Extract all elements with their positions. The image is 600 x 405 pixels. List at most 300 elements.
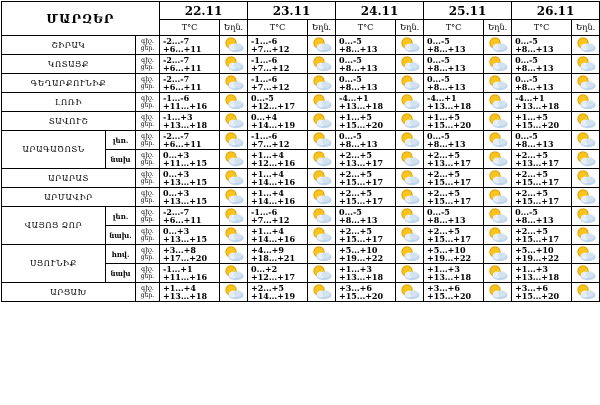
- partly-cloudy-icon: [484, 245, 511, 263]
- day-temp: +13...+15: [163, 196, 208, 206]
- table-title: ՄԱՐԶԵՐ: [2, 2, 160, 36]
- night-label: գիշ.: [141, 114, 154, 121]
- day-label: ցեր.: [140, 235, 155, 242]
- night-temp: +1...+4: [251, 188, 284, 198]
- partly-cloudy-icon: [220, 283, 247, 301]
- night-temp: -4...+1: [339, 93, 369, 103]
- temperature-cell: [336, 169, 396, 188]
- cond-col-label: Եղն.: [396, 20, 424, 36]
- table-row: [2, 283, 600, 302]
- day-temp: +6...+11: [163, 82, 202, 92]
- weather-cell: [220, 264, 248, 283]
- date-header: 22.11: [160, 2, 248, 20]
- temp-col-label: T°C: [336, 20, 396, 36]
- night-temp: +2...+5: [515, 150, 548, 160]
- table-row: [2, 245, 600, 264]
- weather-cell: [572, 283, 600, 302]
- night-temp: +1...+4: [163, 283, 196, 293]
- temperature-cell: [512, 55, 572, 74]
- weather-cell: [396, 264, 424, 283]
- night-temp: 0...-5: [251, 93, 274, 103]
- time-of-day: [136, 283, 160, 302]
- table-row: [2, 36, 600, 55]
- subregion-label: լեռ.: [106, 207, 136, 226]
- temp-col-label: T°C: [248, 20, 308, 36]
- temperature-cell: [512, 188, 572, 207]
- region-name: ԱՐՄԱՎԻՐ: [2, 188, 136, 207]
- partly-cloudy-icon: [308, 150, 335, 168]
- partly-cloudy-icon: [220, 55, 247, 73]
- day-temp: +19...+22: [427, 253, 472, 263]
- partly-cloudy-icon: [220, 245, 247, 263]
- time-of-day: [136, 150, 160, 169]
- night-temp: +2...+5: [427, 150, 460, 160]
- weather-cell: [396, 74, 424, 93]
- temperature-cell: [424, 112, 484, 131]
- temperature-cell: [248, 169, 308, 188]
- temperature-cell: [160, 150, 220, 169]
- day-temp: +15...+20: [427, 291, 472, 301]
- partly-cloudy-icon: [396, 264, 423, 282]
- temperature-cell: [424, 74, 484, 93]
- day-temp: +15...+20: [427, 120, 472, 130]
- day-temp: +13...+15: [163, 234, 208, 244]
- weather-cell: [484, 74, 512, 93]
- day-temp: +8...+13: [339, 63, 378, 73]
- day-temp: +13...+18: [339, 272, 384, 282]
- day-temp: +6...+11: [163, 44, 202, 54]
- temperature-cell: [160, 188, 220, 207]
- night-temp: -1...+1: [163, 264, 193, 274]
- partly-cloudy-icon: [572, 207, 599, 225]
- partly-cloudy-icon: [220, 188, 247, 206]
- night-temp: +3...+8: [163, 245, 196, 255]
- weather-cell: [396, 226, 424, 245]
- table-row: [2, 169, 600, 188]
- partly-cloudy-icon: [396, 150, 423, 168]
- day-label: ցեր.: [140, 45, 155, 52]
- weather-cell: [220, 283, 248, 302]
- temperature-cell: [336, 283, 396, 302]
- partly-cloudy-icon: [572, 74, 599, 92]
- temperature-cell: [248, 74, 308, 93]
- partly-cloudy-icon: [396, 36, 423, 54]
- day-temp: +15...+17: [339, 234, 384, 244]
- region-name: ՍՅՈՒՆԻՔ: [2, 245, 106, 283]
- weather-cell: [308, 169, 336, 188]
- weather-cell: [220, 226, 248, 245]
- night-temp: -1...-6: [251, 55, 278, 65]
- temperature-cell: [336, 36, 396, 55]
- night-temp: +1...+4: [251, 169, 284, 179]
- temperature-cell: [424, 207, 484, 226]
- table-row: [2, 207, 600, 226]
- weather-cell: [484, 245, 512, 264]
- weather-cell: [308, 36, 336, 55]
- region-name: ԳԵՂԱՐՔՈՒՆԻՔ: [2, 74, 136, 93]
- night-temp: -1...-6: [163, 93, 190, 103]
- day-temp: +15...+17: [515, 196, 560, 206]
- cond-col-label: Եղն.: [308, 20, 336, 36]
- night-temp: -4...+1: [515, 93, 545, 103]
- temperature-cell: [248, 150, 308, 169]
- night-label: գիշ.: [141, 57, 154, 64]
- partly-cloudy-icon: [220, 226, 247, 244]
- partly-cloudy-icon: [484, 93, 511, 111]
- day-temp: +6...+11: [163, 63, 202, 73]
- night-temp: +2...+5: [339, 169, 372, 179]
- temperature-cell: [512, 74, 572, 93]
- day-temp: +15...+20: [515, 120, 560, 130]
- region-name: ՇԻՐԱԿ: [2, 36, 136, 55]
- night-temp: +2...+5: [515, 169, 548, 179]
- region-name: ԱՐՑԱԽ: [2, 283, 136, 302]
- day-temp: +8...+13: [515, 44, 554, 54]
- night-temp: +3...+6: [427, 283, 460, 293]
- night-label: գիշ.: [141, 152, 154, 159]
- weather-cell: [220, 36, 248, 55]
- night-temp: -4...+1: [427, 93, 457, 103]
- night-temp: +5...+10: [515, 245, 554, 255]
- weather-cell: [308, 74, 336, 93]
- weather-cell: [572, 226, 600, 245]
- night-temp: +2...+5: [427, 226, 460, 236]
- temperature-cell: [512, 36, 572, 55]
- weather-cell: [572, 264, 600, 283]
- temperature-cell: [424, 226, 484, 245]
- table-row: [2, 55, 600, 74]
- subregion-label: հով.: [106, 245, 136, 264]
- region-name: ՎԱՅՈՑ ՁՈՐ: [2, 207, 106, 245]
- night-temp: +2...+5: [515, 226, 548, 236]
- partly-cloudy-icon: [484, 264, 511, 282]
- partly-cloudy-icon: [484, 131, 511, 149]
- night-temp: -1...-6: [251, 207, 278, 217]
- partly-cloudy-icon: [396, 74, 423, 92]
- day-temp: +15...+20: [339, 120, 384, 130]
- date-header: 24.11: [336, 2, 424, 20]
- weather-cell: [396, 150, 424, 169]
- weather-cell: [396, 131, 424, 150]
- temperature-cell: [248, 207, 308, 226]
- night-temp: +1...+5: [427, 112, 460, 122]
- day-temp: +14...+16: [251, 177, 296, 187]
- day-temp: +13...+18: [163, 291, 208, 301]
- day-temp: +12...+17: [251, 272, 296, 282]
- partly-cloudy-icon: [220, 112, 247, 130]
- date-header: 23.11: [248, 2, 336, 20]
- partly-cloudy-icon: [572, 245, 599, 263]
- night-temp: +2...+5: [427, 188, 460, 198]
- partly-cloudy-icon: [484, 74, 511, 92]
- partly-cloudy-icon: [484, 226, 511, 244]
- temperature-cell: [336, 245, 396, 264]
- partly-cloudy-icon: [308, 112, 335, 130]
- weather-cell: [396, 55, 424, 74]
- region-name: ԼՈՌԻ: [2, 93, 136, 112]
- partly-cloudy-icon: [220, 74, 247, 92]
- night-label: գիշ.: [141, 133, 154, 140]
- weather-cell: [484, 264, 512, 283]
- temperature-cell: [248, 112, 308, 131]
- region-name: ՏԱՎՈՒՇ: [2, 112, 136, 131]
- time-of-day: [136, 264, 160, 283]
- day-temp: +15...+20: [339, 291, 384, 301]
- weather-cell: [308, 226, 336, 245]
- temperature-cell: [512, 112, 572, 131]
- day-label: ցեր.: [140, 83, 155, 90]
- temperature-cell: [512, 226, 572, 245]
- day-temp: +19...+22: [515, 253, 560, 263]
- weather-cell: [484, 112, 512, 131]
- day-label: ցեր.: [140, 121, 155, 128]
- region-name: ԱՐԱԳԱԾՈՏՆ: [2, 131, 106, 169]
- day-temp: +6...+11: [163, 139, 202, 149]
- day-temp: +13...+18: [339, 101, 384, 111]
- temperature-cell: [512, 169, 572, 188]
- time-of-day: [136, 188, 160, 207]
- day-temp: +14...+16: [251, 234, 296, 244]
- partly-cloudy-icon: [396, 245, 423, 263]
- time-of-day: [136, 169, 160, 188]
- weather-cell: [572, 74, 600, 93]
- weather-cell: [572, 131, 600, 150]
- weather-cell: [220, 188, 248, 207]
- night-temp: +1...+5: [515, 112, 548, 122]
- night-label: գիշ.: [141, 38, 154, 45]
- weather-cell: [572, 112, 600, 131]
- partly-cloudy-icon: [220, 169, 247, 187]
- night-temp: 0...+4: [251, 112, 278, 122]
- temperature-cell: [248, 36, 308, 55]
- time-of-day: [136, 36, 160, 55]
- table-row: [2, 112, 600, 131]
- day-temp: +7...+12: [251, 139, 290, 149]
- weather-cell: [220, 169, 248, 188]
- day-temp: +8...+13: [339, 44, 378, 54]
- subregion-label: լեռ.: [106, 131, 136, 150]
- weather-cell: [396, 207, 424, 226]
- time-of-day: [136, 55, 160, 74]
- partly-cloudy-icon: [220, 264, 247, 282]
- temperature-cell: [336, 207, 396, 226]
- night-temp: +2...+5: [515, 188, 548, 198]
- day-temp: +13...+17: [515, 158, 560, 168]
- day-temp: +15...+17: [427, 177, 472, 187]
- weather-cell: [484, 207, 512, 226]
- weather-cell: [484, 55, 512, 74]
- weather-cell: [308, 112, 336, 131]
- night-temp: +2...+5: [427, 169, 460, 179]
- temperature-cell: [336, 131, 396, 150]
- partly-cloudy-icon: [396, 112, 423, 130]
- night-temp: +1...+5: [339, 112, 372, 122]
- weather-cell: [484, 131, 512, 150]
- day-temp: +7...+12: [251, 82, 290, 92]
- day-temp: +8...+13: [427, 139, 466, 149]
- partly-cloudy-icon: [220, 93, 247, 111]
- weather-cell: [572, 36, 600, 55]
- day-temp: +8...+13: [339, 215, 378, 225]
- night-temp: +1...+3: [515, 264, 548, 274]
- weather-cell: [572, 93, 600, 112]
- time-of-day: [136, 226, 160, 245]
- night-label: գիշ.: [141, 209, 154, 216]
- time-of-day: [136, 93, 160, 112]
- day-label: ցեր.: [140, 273, 155, 280]
- temperature-cell: [424, 55, 484, 74]
- subregion-label: նախ.: [106, 226, 136, 245]
- table-row: [2, 131, 600, 150]
- partly-cloudy-icon: [308, 36, 335, 54]
- weather-cell: [220, 93, 248, 112]
- day-temp: +12...+17: [251, 101, 296, 111]
- night-temp: -2...-7: [163, 207, 190, 217]
- date-header: 26.11: [512, 2, 600, 20]
- night-temp: 0...-5: [515, 74, 538, 84]
- temperature-cell: [512, 264, 572, 283]
- temperature-cell: [424, 245, 484, 264]
- partly-cloudy-icon: [572, 264, 599, 282]
- temperature-cell: [336, 188, 396, 207]
- night-temp: +3...+6: [515, 283, 548, 293]
- weather-cell: [484, 283, 512, 302]
- day-temp: +13...+18: [163, 120, 208, 130]
- night-temp: -1...-6: [251, 131, 278, 141]
- day-temp: +7...+12: [251, 63, 290, 73]
- temperature-cell: [424, 131, 484, 150]
- day-temp: +13...+18: [427, 101, 472, 111]
- temperature-cell: [512, 283, 572, 302]
- night-temp: 0...+3: [163, 150, 190, 160]
- weather-cell: [396, 169, 424, 188]
- date-header: 25.11: [424, 2, 512, 20]
- partly-cloudy-icon: [308, 245, 335, 263]
- temperature-cell: [512, 245, 572, 264]
- day-label: ցեր.: [140, 254, 155, 261]
- table-row: [2, 74, 600, 93]
- cond-col-label: Եղն.: [220, 20, 248, 36]
- partly-cloudy-icon: [484, 150, 511, 168]
- day-temp: +15...+20: [515, 291, 560, 301]
- night-temp: 0...-5: [515, 131, 538, 141]
- temperature-cell: [248, 131, 308, 150]
- weather-cell: [220, 150, 248, 169]
- temperature-cell: [248, 283, 308, 302]
- day-label: ցեր.: [140, 159, 155, 166]
- night-temp: 0...+3: [163, 188, 190, 198]
- weather-cell: [396, 36, 424, 55]
- weather-cell: [220, 74, 248, 93]
- partly-cloudy-icon: [308, 93, 335, 111]
- weather-cell: [220, 131, 248, 150]
- temperature-cell: [160, 55, 220, 74]
- night-temp: +1...+4: [251, 150, 284, 160]
- partly-cloudy-icon: [484, 169, 511, 187]
- partly-cloudy-icon: [484, 207, 511, 225]
- weather-cell: [220, 207, 248, 226]
- partly-cloudy-icon: [396, 188, 423, 206]
- night-temp: -1...-6: [251, 36, 278, 46]
- temperature-cell: [512, 207, 572, 226]
- partly-cloudy-icon: [572, 169, 599, 187]
- temperature-cell: [248, 264, 308, 283]
- weather-cell: [396, 93, 424, 112]
- night-temp: +2...+5: [339, 188, 372, 198]
- partly-cloudy-icon: [396, 207, 423, 225]
- temperature-cell: [424, 264, 484, 283]
- weather-cell: [308, 283, 336, 302]
- night-temp: -1...+3: [163, 112, 193, 122]
- night-temp: +3...+6: [339, 283, 372, 293]
- partly-cloudy-icon: [572, 55, 599, 73]
- cond-col-label: Եղն.: [572, 20, 600, 36]
- temp-col-label: T°C: [160, 20, 220, 36]
- day-temp: +7...+12: [251, 44, 290, 54]
- temperature-cell: [424, 169, 484, 188]
- day-temp: +8...+13: [427, 44, 466, 54]
- partly-cloudy-icon: [396, 93, 423, 111]
- table-row: [2, 188, 600, 207]
- night-temp: +5...+10: [427, 245, 466, 255]
- partly-cloudy-icon: [572, 131, 599, 149]
- temperature-cell: [336, 226, 396, 245]
- partly-cloudy-icon: [308, 264, 335, 282]
- partly-cloudy-icon: [308, 55, 335, 73]
- forecast-table: [1, 1, 600, 302]
- temperature-cell: [160, 283, 220, 302]
- weather-cell: [484, 226, 512, 245]
- temp-col-label: T°C: [512, 20, 572, 36]
- day-temp: +15...+17: [339, 196, 384, 206]
- night-temp: 0...-5: [339, 55, 362, 65]
- temperature-cell: [336, 264, 396, 283]
- day-label: ցեր.: [140, 197, 155, 204]
- weather-cell: [308, 264, 336, 283]
- time-of-day: [136, 74, 160, 93]
- weather-cell: [572, 55, 600, 74]
- partly-cloudy-icon: [220, 207, 247, 225]
- day-label: ցեր.: [140, 178, 155, 185]
- temperature-cell: [336, 150, 396, 169]
- partly-cloudy-icon: [396, 283, 423, 301]
- temperature-cell: [160, 131, 220, 150]
- day-temp: +8...+13: [427, 63, 466, 73]
- day-label: ցեր.: [140, 140, 155, 147]
- weather-cell: [572, 188, 600, 207]
- temperature-cell: [160, 245, 220, 264]
- partly-cloudy-icon: [220, 131, 247, 149]
- night-temp: 0...-5: [427, 207, 450, 217]
- night-temp: -2...-7: [163, 36, 190, 46]
- temperature-cell: [160, 36, 220, 55]
- day-temp: +13...+15: [163, 177, 208, 187]
- cond-col-label: Եղն.: [484, 20, 512, 36]
- night-temp: +1...+3: [427, 264, 460, 274]
- night-label: գիշ.: [141, 266, 154, 273]
- weather-cell: [396, 245, 424, 264]
- night-temp: 0...-5: [339, 131, 362, 141]
- weather-cell: [220, 245, 248, 264]
- day-temp: +8...+13: [515, 215, 554, 225]
- partly-cloudy-icon: [484, 112, 511, 130]
- day-temp: +12...+16: [251, 158, 296, 168]
- weather-cell: [572, 245, 600, 264]
- night-temp: +1...+3: [339, 264, 372, 274]
- weather-cell: [484, 150, 512, 169]
- night-temp: 0...-5: [339, 74, 362, 84]
- day-temp: +8...+13: [515, 63, 554, 73]
